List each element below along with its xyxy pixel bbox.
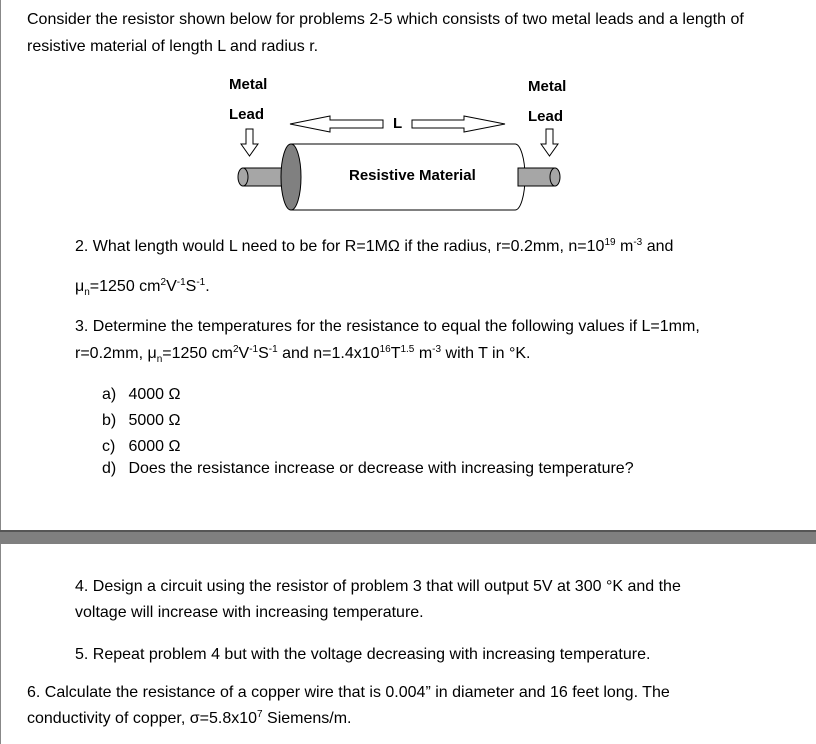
length-arrow-right-icon bbox=[412, 116, 505, 132]
q2-line-1: 2. What length would L need to be for R=1MΩ if the radius, r=0.2mm, $n=10^{19}$ $m^{-3}$ and bbox=[75, 237, 674, 255]
left-lead-label-1: Metal bbox=[229, 76, 268, 93]
q4-line-1: 4. Design a circuit using the resistor of problem 3 that will output 5V at 300 °K and the bbox=[75, 578, 681, 595]
q5-text: 5. Repeat problem 4 but with the voltage decreasing with increasing temperature. bbox=[75, 646, 651, 663]
q3-option-a: a) 4000 Ω bbox=[102, 386, 181, 403]
resistor-diagram bbox=[0, 0, 816, 230]
page-separator bbox=[0, 530, 816, 544]
q2-line-2: $\mu_n=1250$ $cm^2V^{-1}S^{-1}$. bbox=[75, 277, 210, 299]
q3-line-2: r=0.2mm, $\mu_n=1250$ $cm^2V^{-1}S^{-1}$ and $n=1.4x10^{16}T^{1.5}$ $m^{-3}$ with T in °K. bbox=[75, 344, 531, 366]
q4-line-2: voltage will increase with increasing temperature. bbox=[75, 604, 424, 621]
left-lead-label-2: Lead bbox=[229, 106, 265, 123]
q3-option-c: c) 6000 Ω bbox=[102, 438, 181, 455]
right-metal-lead bbox=[518, 168, 560, 186]
q6-line-2: conductivity of copper, $\sigma=5.8x10^7$ Siemens/m. bbox=[27, 709, 352, 727]
right-lead-label-1: Metal bbox=[528, 78, 567, 95]
length-arrow-left-icon bbox=[290, 116, 383, 132]
right-lead-arrow-icon bbox=[541, 129, 558, 156]
q3-option-b: b) 5000 Ω bbox=[102, 412, 181, 429]
q3-line-1: 3. Determine the temperatures for the resistance to equal the following values if L=1mm, bbox=[75, 318, 700, 335]
intro-paragraph: Consider the resistor shown below for problems 2-5 which consists of two metal leads and a length of resistive material of length L and radius r. bbox=[27, 11, 744, 55]
q3-option-d: d) Does the resistance increase or decrease with increasing temperature? bbox=[102, 460, 634, 477]
q6-line-1: 6. Calculate the resistance of a copper wire that is 0.004” in diameter and 16 feet long. The bbox=[27, 684, 670, 701]
right-lead-label-2: Lead bbox=[528, 108, 564, 125]
resistive-material-label: Resistive Material bbox=[349, 167, 476, 184]
length-label: L bbox=[393, 115, 403, 132]
left-lead-arrow-icon bbox=[241, 129, 258, 156]
